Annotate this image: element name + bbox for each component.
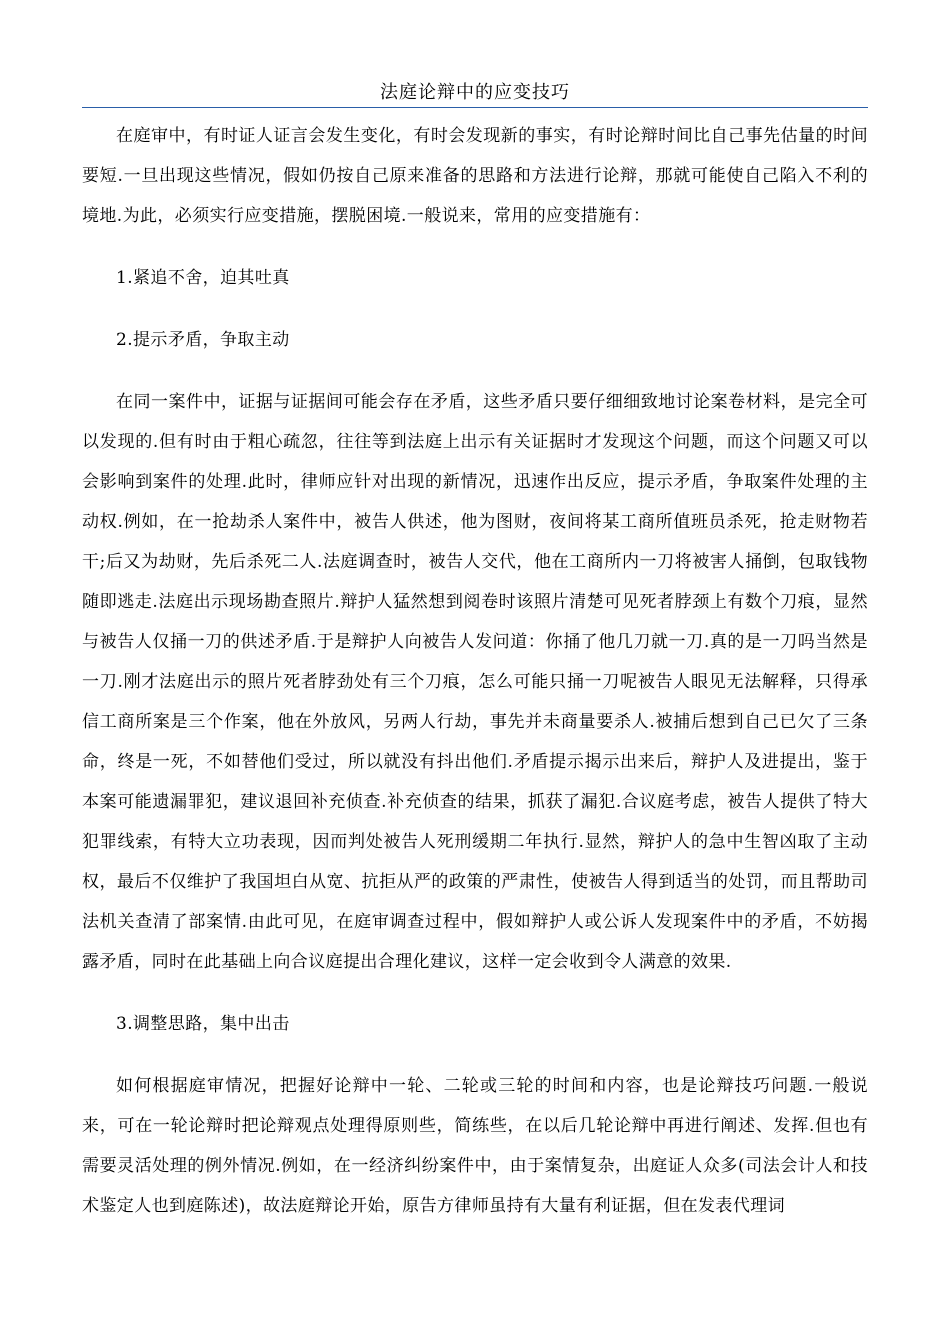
body-paragraph: 在同一案件中，证据与证据间可能会存在矛盾，这些矛盾只要仔细细致地讨论案卷材料，是完全可以发现的.但有时由于粗心疏忽，往往等到法庭上出示有关证据时才发现这个问题，而这个问题又可以会影响到案件的处理.此时，律师应针对出现的新情况，迅速作出反应，提示矛盾，争取案件处理的主动权.例如，在一抢劫杀人案件中，被告人供述，他为图财，夜间将某工商所值班员杀死，抢走财物若干;后又为劫财，先后杀死二人.法庭调查时，被告人交代，他在工商所内一刀将被害人捅倒，包取钱物随即逃走.法庭出示现场勘查照片.辩护人猛然想到阅卷时该照片清楚可见死者脖颈上有数个刀痕，显然与被告人仅捅一刀的供述矛盾.于是辩护人向被告人发问道：你捅了他几刀就一刀.真的是一刀吗当然是一刀.刚才法庭出示的照片死者脖劲处有三个刀痕，怎么可能只捅一刀呢被告人眼见无法解释，只得承信工商所案是三个作案，他在外放风，另两人行劫，事先并未商量要杀人.被捕后想到自己已欠了三条命，终是一死，不如替他们受过，所以就没有抖出他们.矛盾提示揭示出来后，辩护人及进提出，鉴于本案可能遗漏罪犯，建议退回补充侦查.补充侦查的结果，抓获了漏犯.合议庭考虑，被告人提供了特大犯罪线索，有特大立功表现，因而判处被告人死刑缓期二年执行.显然，辩护人的急中生智凶取了主动权，最后不仅维护了我国坦白从宽、抗拒从严的政策的严肃性，使被告人得到适当的处罚，而且帮助司法机关查清了部案情.由此可见，在庭审调查过程中，假如辩护人或公诉人发现案件中的矛盾，不妨揭露矛盾，同时在此基础上向合议庭提出合理化建议，这样一定会收到令人满意的效果. — [82, 392, 868, 972]
section-heading: 3.调整思路，集中出击 — [116, 1014, 290, 1034]
body-paragraph: 如何根据庭审情况，把握好论辩中一轮、二轮或三轮的时间和内容，也是论辩技巧问题.一般说来，可在一轮论辩时把论辩观点处理得原则些，简练些，在以后几轮论辩中再进行阐述、发挥.但也有需要灵活处理的例外情况.例如，在一经济纠纷案件中，由于案情复杂，出庭证人众多(司法会计人和技术鉴定人也到庭陈述)，故法庭辩论开始，原告方律师虽持有大量有利证据，但在发表代理词 — [82, 1076, 868, 1216]
document-title: 法庭论辩中的应变技巧 — [380, 82, 570, 103]
section-heading: 1.紧追不舍，迫其吐真 — [116, 268, 290, 288]
section-heading: 2.提示矛盾，争取主动 — [116, 330, 290, 350]
header-divider — [82, 107, 868, 108]
document-body — [82, 116, 868, 1248]
body-paragraph: 在庭审中，有时证人证言会发生变化，有时会发现新的事实，有时论辩时间比自己事先估量的时间要短.一旦出现这些情况，假如仍按自己原来准备的思路和方法进行论辩，那就可能使自己陷入不利的境地.为此，必须实行应变措施，摆脱困境.一般说来，常用的应变措施有： — [82, 126, 868, 226]
